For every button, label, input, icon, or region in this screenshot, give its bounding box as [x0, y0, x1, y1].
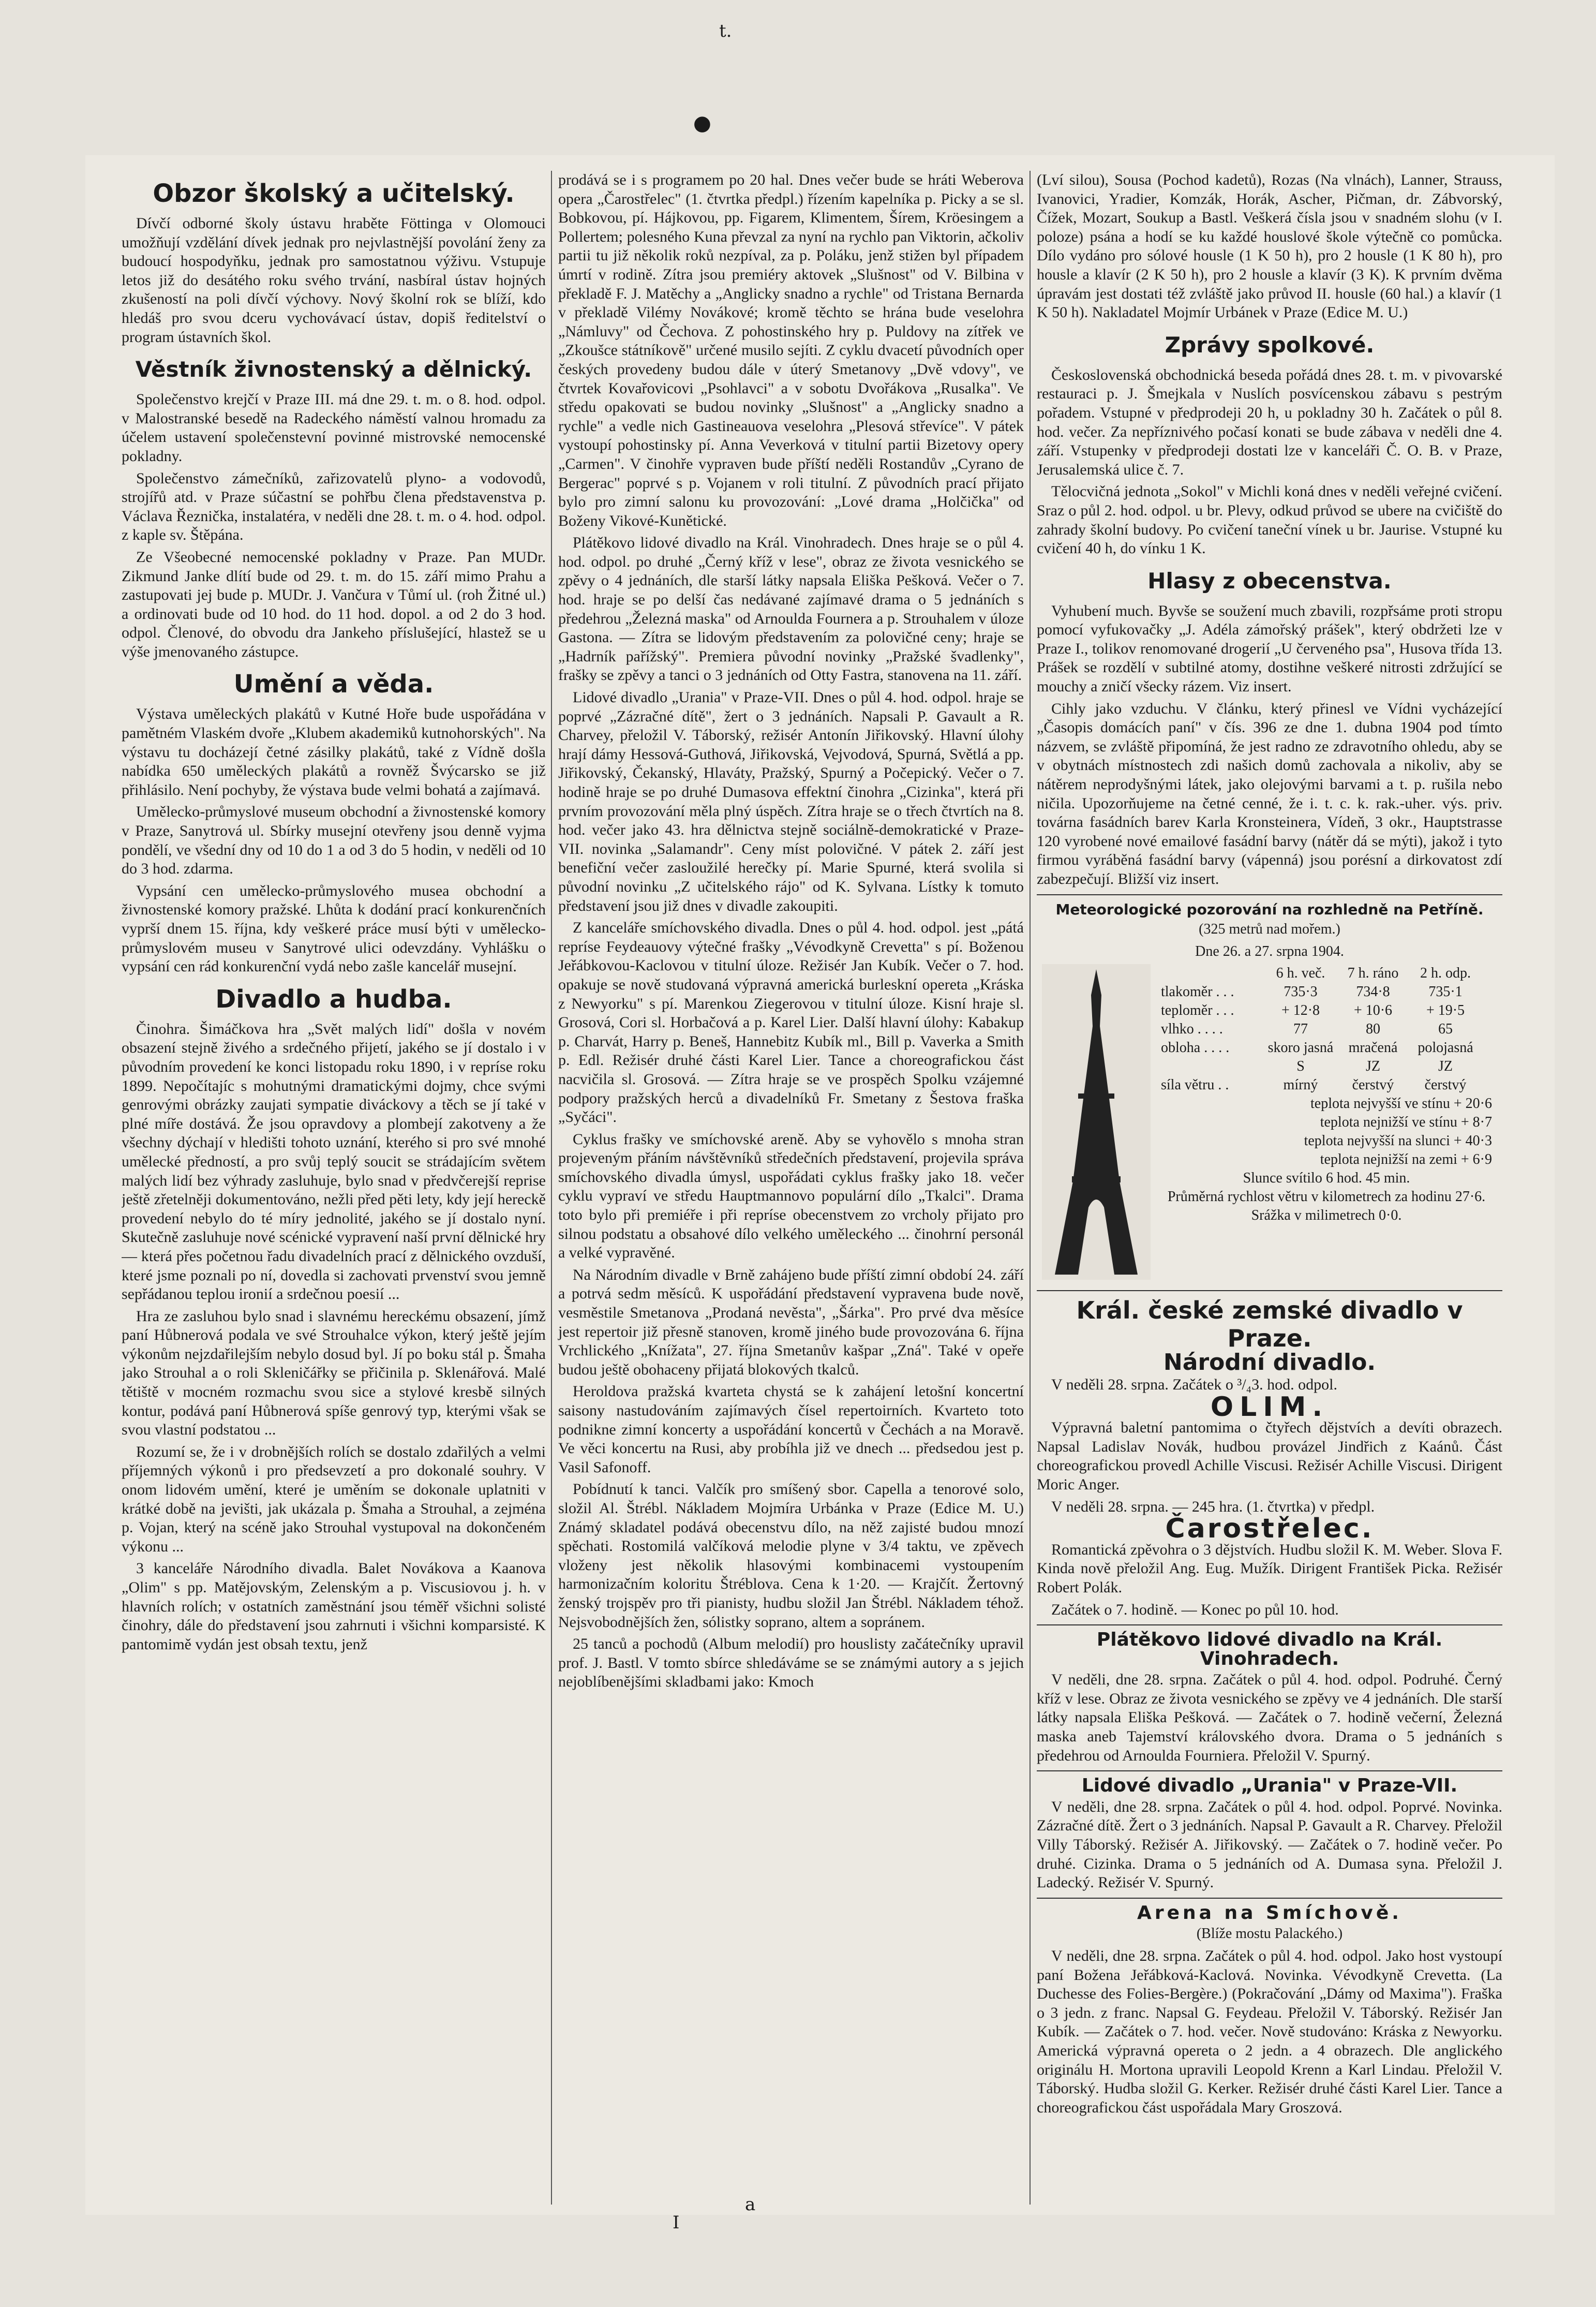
meteo-value: 735·3 — [1284, 984, 1318, 1000]
meteo-value: skoro jasná — [1267, 1040, 1334, 1056]
theatre-ad: V neděli, dne 28. srpna. Začátek o půl 4. hod. odpol. Jako host vystoupí paní Božena Jeřábková-Kaclová. Novinka. Vévodkyně Crevetta. (La Duchesse des Folies-Bergère.) (Pokračování „Dámy od Maxima"). Fraška o 3 jedn. z franc. Napsal G. Feydeau. Přeložil V. Táborský. Režisér Jan Kubík. — Začátek o 7. hod. večer. Nově studováno: Kráska z Newyorku. Americká výpravná opereta o 2 jedn. a 4 obrazech. Dle anglického originálu H. Mortona upravili Leopold Krenn a Karl Lindau. Přeložil V. Táborský. Hudba složil G. Kerker. Režisér druhé části Karel Lier. Tance a choreografickou část uspořádala Mary Groszová. — [1037, 1947, 1502, 2116]
program-desc: Romantická zpěvohra o 3 dějstvích. Hudbu složil K. M. Weber. Slova F. Kinda nově přeložil Ang. Eug. Mužík. Dirigent František Picka. Režisér Robert Polák. — [1037, 1541, 1502, 1596]
meteo-value: mračená — [1348, 1040, 1398, 1056]
meteo-value: 65 — [1438, 1021, 1453, 1038]
meteo-value: 734·8 — [1356, 984, 1390, 1000]
article: Cihly jako vzduchu. V článku, který přinesl ve Vídni vycházející „Časopis domácích paní" v čís. 396 ze dne 1. dubna 1904 pod tímto názvem, se zvláště připomíná, že jest radno ze zdravotního ohledu, aby se v obytnách místnostech zdi našich domů zachovala a nikoliv, aby se nátěrem neprodyšnými látek, jako olejovými barvami a t. p. rušila nebo ničila. Upozorňujeme na četné cenné, že i. t. c. k. rak.-uher. výs. priv. továrna fasádních barev Karla Kronsteinera, Vídeň, 3 okr., Hauptstrasse 120 vyrobené nové emailové fasádní barvy (nátěr dá se mýti), jakož i tyto firmou vyráběná fasádní barvy (vápenná) jsou porésní a dirkovatost zdí zabezpečují. Bližší viz insert. — [1037, 700, 1502, 888]
meteo-subtitle: (325 metrů nad mořem.) — [1199, 921, 1340, 938]
column-3 — [1030, 171, 1502, 2205]
meteo-table — [1161, 964, 1492, 1225]
article: Z kanceláře smíchovského divadla. Dnes o půl 4. hod. odpol. jest „pátá repríse Feydeauovy výtečné frašky „Vévodkyně Crevetta" s pí. Boženou Jeřábkovou-Kaclovou v titulní úloze. Režisér Jan Kubík. Večer o 7. hod. opakuje se nově studovaná výpravná americká burleskní opereta „Kráska z Newyorku" s pí. Marenkou Ziegerovou v titulní úloze. Kisní hraje sl. Grosová, Cori sl. Horbačová a p. Karel Lier. Další hlavní úlohy: Kabakup p. Charvát, Harry p. Beneš, Hannebitz Kubík ml., Bill p. Vaverka a Smith p. Edl. Režisér druhé části Karel Lier. Tance a choreografickou část nacvičila sl. Grosová. — Zítra hraje se ve prospěch Spolku vzájemné podpory pražských herců a divadelníků Fr. Smetany z Šestova fraška „Syčáci". — [558, 919, 1024, 1126]
section-heading-school: Obzor školský a učitelský. — [153, 179, 515, 208]
theatre-ad: V neděli, dne 28. srpna. Začátek o půl 4. hod. odpol. Podruhé. Černý kříž v lese. Obraz ze života vesnického se zpěvy ve 4 jednáních. Dle starší látky napsala Eliška Pešková. — Začátek o 7. hodině večerní, Železná maska aneb Tajemství královského dvora. Drama o 5 jednáních s předehrou od Arnoulda Fourniera. Přeložil V. Spurný. — [1037, 1671, 1502, 1764]
meteo-col-header: 7 h. ráno — [1347, 965, 1399, 982]
meteo-row — [1161, 1039, 1492, 1057]
article: Heroldova pražská kvarteta chystá se k zahájení letošní koncertní saisony nastudováním zajímavých čísel repertoirních. Kvarteto toto podnikne zimní koncerty a uspořádání koncertů v Čechách a na Moravě. Ve věci koncertu na Rusi, aby probíhla již ve dnech ... předsedou jest p. Vasil Safonoff. — [558, 1383, 1024, 1476]
meteo-value: mírný — [1283, 1077, 1318, 1093]
article: Pobídnutí k tanci. Valčík pro smíšený sbor. Capella a tenorové solo, složil Al. Štrébl. Nákladem Mojmíra Urbánka v Praze (Edice M. U.) Známý skladatel podává obecenstvu dílo, na něž zajisté budou mnozí spěchati. Rostomilá valčíková melodie plyne v 3/4 taktu, ve zpěvech vloženy jest několik hlasovými kombinacemi vystoupením harmonizačním koloritu Štréblova. Cena k 1·20. — Krajčít. Žertovný ženský trojspěv pro tři pianisty, hudbu složil Jan Štrébl. Nákladem téhož. Nejsvobodnějších žen, sólistky soprano, altem a sopránem. — [558, 1481, 1024, 1631]
theatre-ad: V neděli, dne 28. srpna. Začátek o půl 4. hod. odpol. Poprvé. Novinka. Zázračné dítě. Žert o 3 jednáních. Napsal P. Gavault a R. Charvey. Přeložil Villy Táborský. Režisér A. Jiřikovský. — Začátek o 7. hodině večer. Po druhé. Cizinka. Drama o 5 jednáních od A. Dumasa syna. Přeložil J. Ladecký. Režisér V. Spurný. — [1037, 1798, 1502, 1891]
play-title-olim: OLIM. — [1210, 1391, 1329, 1423]
section-heading-theatre: Divadlo a hudba. — [215, 984, 452, 1014]
meteo-value: 77 — [1293, 1021, 1308, 1038]
top-left-mark: t. — [719, 21, 732, 41]
meteo-value: polojasná — [1418, 1040, 1473, 1056]
theatre-title: Král. české zemské divadlo v Praze. — [1076, 1296, 1463, 1353]
meteo-note: Slunce svítilo 6 hod. 45 min. — [1243, 1170, 1410, 1187]
article: Plátěkovo lidové divadlo na Král. Vinohradech. Dnes hraje se o půl 4. hod. odpol. po druhé „Černý kříž v lese", obraz ze života vesnického se zpěvy o 4 jednáních, dle starší látky napsala Eliška Pešková. Večer o 7. hod. hraje se po delší čas nedávané zajímavé drama o 5 jednáních s předehrou „Železná maska" od Arnoulda Fournera a p. Strouhalem v úloze Gastona. — Zítra se lidovým představením za polovičné ceny; hraje se „Hadrník pařížský". Premiera původní novinky „Pražské švadlenky", frašky se zpěvy a tanci o 3 jednáních od Otty Fastra, stanovena na 11. září. — [558, 534, 1024, 684]
meteo-value: S — [1296, 1058, 1305, 1075]
theatre-ad-heading: Plátěkovo lidové divadlo na Král. Vinohradech. — [1096, 1629, 1443, 1669]
meteo-value: JZ — [1438, 1058, 1453, 1075]
play-title-carostrelec: Čarostřelec. — [1165, 1513, 1374, 1545]
bottom-center-mark: a — [745, 2194, 756, 2215]
divider — [1037, 1624, 1502, 1625]
meteo-value: 735·1 — [1428, 984, 1463, 1000]
column-1 — [122, 171, 546, 2205]
theatre-subtitle: Národní divadlo. — [1163, 1349, 1376, 1376]
meteo-note: teplota nejvyšší ve stínu + 20·6 — [1310, 1096, 1492, 1112]
meteo-note: teplota nejnižší ve stínu + 8·7 — [1320, 1114, 1492, 1131]
meteo-label: vlhko . . . . — [1161, 1021, 1223, 1038]
meteo-note: teplota nejvyšší na slunci + 40·3 — [1304, 1133, 1492, 1149]
meteo-note: Srážka v milimetrech 0·0. — [1251, 1207, 1402, 1224]
bottom-left-mark: I — [673, 2212, 680, 2233]
article: Společenstvo krejčí v Praze III. má dne 29. t. m. o 8. hod. odpol. v Malostranské besedě na Radeckého náměstí valnou hromadu za účelem ustavení společenstevní povinné mistrovské nemocenské pokladny. — [122, 391, 546, 465]
article: Vypsání cen umělecko-průmyslového musea obchodní a živnostenské komory pražské. Lhůta k dodání prací konkurenčních vyprší dnem 15. října, kdy veškeré práce musí býti v umělecko-průmyslovém museu v Sanytrové ulici odevzdány. Vyhlášku o vypsání cen rád konkurenční vydá nebo zašle kancelář musejní. — [122, 882, 546, 975]
article: Umělecko-průmyslové museum obchodní a živnostenské komory v Praze, Sanytrová ul. Sbírky musejní otevřeny jsou denně vyjma pondělí, ve všední dny od 10 do 1 a od 3 do 5 hodin, v neděli od 10 do 3 hod. zdarma. — [122, 803, 546, 878]
meteo-row — [1161, 983, 1492, 1001]
meteo-row — [1161, 1001, 1492, 1020]
article: prodává se i s programem po 20 hal. Dnes večer bude se hráti Weberova opera „Čarostřelec" (1. čtvrtka předpl.) řízením kapelníka p. Picky a se sl. Bobkovou, pí. Hájkovou, pp. Figarem, Klimentem, Šírem, Kröesingem a Pollertem; polesného Kuna převzal za nyní na rychlo pan Viktorin, ačkoliv partii tu již několik roků nezpíval, za p. Poláku, jenž stižen byl případem úmrtí v rodině. Zítra jsou premiéry aktovek „Slušnost" od V. Bilbina v překladě F. J. Matěchy a „Anglicky snadno a rychle" od Tristana Bernarda v překladě Vilémy Novákové; kromě těchto se hrána bude veselohra „Námluvy" od Čechova. Z pohostinského hry p. Puldovy na zítřek ve „Zkoušce státníkově" určené musilo sejíti. Z cyklu dvacetí původních oper českých provedeny budou dále v úterý Smetanovy „Dvě vdovy", ve čtvrtek Kovařovicovi „Psohlavci" a v sobotu Dvořákova „Rusalka". Ve středu opakovati se budou novinky „Slušnost" a „Anglicky snadno a rychle" a vedle nich Gastineauova veselohra „Plesová střevíce". V pátek vystoupí pohostinsky pí. Anna Veverková v titulní partii Bizetovy opery „Carmen". V činohře vypraven bude příští neděli Rostandův „Cyrano de Bergerac" poprvé s p. Vojanem v roli titulní. Z původních prací přijato bylo pro zimní salonu ku provozování: „Lové drama „Holčička" od Boženy Vikové-Kunětické. — [558, 171, 1024, 529]
theatre-ad-heading: Lidové divadlo „Urania" v Praze-VII. — [1081, 1775, 1458, 1797]
meteo-label: tlakoměr . . . — [1161, 984, 1234, 1000]
theatre-ad-subheading: (Blíže mostu Palackého.) — [1196, 1926, 1343, 1942]
article: (Lví silou), Sousa (Pochod kadetů), Rozas (Na vlnách), Lanner, Strauss, Ivanovici, Yradier, Komzák, Horák, Ascher, Pičman, dr. Zábvorský, Čížek, Mozart, Soukup a Bastl. Veškerá čísla jsou v snadném slohu (v I. poloze) psána a hodí se ku každé houslové škole výtečně co pomůcka. Dílo vydáno pro sólové housle (1 K 50 h), pro 2 housle (1 K 80 h), pro housle a klavír (2 K 50 h), pro 2 housle a klavír (3 K). K prvním dvěma úpravám jest dostati též zvláště jako průvod II. housle (60 hal.) a klavír (1 K 50 h). Nakladatel Mojmír Urbánek v Praze (Edice M. U.) — [1037, 171, 1502, 321]
article: Činohra. Šimáčkova hra „Svět malých lidí" došla v novém obsazení stejně živého a srdečného přijetí, jakého se jí dostalo i v původním provedení ke konci listopadu roku 1890, i v repríse roku 1899. Nepočítajíc s mohutnými dramatickými dojmy, chce svými genrovými obrázky zaujati sympatie diváckovy a těch se jí také v plné míře dostává. Že jsou opravdovy a plombejí zakotveny a že všechny dýchají v hledišti tohoto uznání, kterého si pro své mnohé umělecké předností, a pro svůj teplý soucit se strádajícím světem malých lidí bez výhrady zasluhuje, bylo snad v předvčerejší reprise ještě zřetelněji dokumentováno, nežli před pěti lety, kdy její hereckě provedení nebylo do té míry jednolité, jakého se jí dostalo nyní. Skutečně zasluhuje nové scénické vypravení naší první dělnické hry — která přes početnou řadu divadelních prací z dělnického ovzduší, které jsme poznali po ní, dovedla si zachovati prvenství svou jemně sepřádanou teplou ironií a srdečnou poesií ... — [122, 1020, 546, 1303]
meteo-col-header: 6 h. več. — [1276, 965, 1325, 982]
meteo-row — [1161, 1076, 1492, 1095]
article: Tělocvičná jednota „Sokol" v Michli koná dnes v neděli veřejné cvičení. Sraz o půl 2. hod. odpol. u br. Plevy, odkud průvod se ubere na cvičiště do zahrady školní budovy. Po cvičení taneční vínek u br. Jaurise. Vstupné ku cvičení 40 h, do vínku 1 K. — [1037, 483, 1502, 557]
article: Dívčí odborné školy ústavu hraběte Föttinga v Olomouci umožňují vzdělání dívek jednak pro nejvlastnější povolání ženy za budoucí hospodyňku, jednak pro samostatnou výživu. Vstupuje letos již do desátého roku svého trvání, nasbíral ústav hojných zkušeností na poli dívčí výchovy. Nový školní rok se blíží, kdo hledáš pro svou dceru vychovávací ústav, dopiš ředitelství o program ústavních škol. — [122, 215, 546, 346]
program-desc: Výpravná baletní pantomima o čtyřech dějstvích a devíti obrazech. Napsal Ladislav Novák, hudbou provázel Jindřich z Kaánů. Část choreografickou provedl Achille Viscusi. Režisér Achille Viscusi. Dirigent Moric Anger. — [1037, 1419, 1502, 1493]
article: Na Národním divadle v Brně zahájeno bude příští zimní období 24. září a potrvá sedm měsíců. K uspořádání představení vypravena bude nově, vesměstile Smetanova „Prodaná nevěsta", „Šárka". Pro prvé dva měsíce jest repertoir již přesně stanoven, kromě jiného bude provozována 6. října Vrchlického „Knížata", 27. října Smetanův kašpar „Zná". Také v opeře budou ještě obohaceny přijatá blokových tkalců. — [558, 1266, 1024, 1378]
meteo-block — [1037, 964, 1502, 1285]
meteo-label: síla větru . . — [1161, 1077, 1229, 1093]
article: Rozumí se, že i v drobnějších rolích se dostalo zdařilých a velmi příjemných výkonů i pro předsevzetí a pro dokonalé souhry. V onom lidovém umění, které je uměním se dokonale uplatniti v krátké době na jevišti, jak ukázala p. Šmaha a Strouhal, a zejména p. Vojan, který na scéně jako Strouhal vystupoval na dokončeném výkonu ... — [122, 1443, 546, 1555]
theatre-ad-heading: Arena na Smíchově. — [1137, 1902, 1402, 1924]
article: Cyklus frašky ve smíchovské areně. Aby se vyhovělo s mnoha stran projeveným přáním návštěvníků středečních představení, projevila správa smíchovského divadla úmysl, uspořádati cyklus frašky jako 18. večer cyklu vypraví ve středu Hauptmannovo populární dílo „Tkalci". Drama toto bylo při premiéře i při repríse obecenstvem zo vrcholy přijato pro silnou podstatu a obsahové dílo velkého uměleckého ... činohrní personál a velké vypravěné. — [558, 1130, 1024, 1262]
section-heading-public-voices: Hlasy z obecenstva. — [1147, 568, 1392, 594]
top-center-mark: ● — [693, 111, 711, 135]
article: Ze Všeobecné nemocenské pokladny v Praze. Pan MUDr. Zikmund Janke dlítí bude od 29. t. m. do 15. září mimo Prahu a zastupovati jej bude p. MUDr. J. Vančura v Tůmí ul. (roh Žitné ul.) a ordinovati bude od 10 hod. do 11 hod. dopol. a od 2 do 3 hod. odpol. Členové, do obvodu dra Jankeho příslušející, hlastež se u výše jmenovaného zástupce. — [122, 548, 546, 660]
article: Československá obchodnická beseda pořádá dnes 28. t. m. v pivovarské restauraci p. J. Šmejkala v Nuslích posvícenskou zábavu s pestrým pořadem. Vstupné v předprodeji 20 h, u pokladny 30 h. Začátek o půl 8. hod. večer. Za nepříznivého počasí konati se bude zábava v neděli dne 4. září. Vstupenky v předprodeji dostati lze v kanceláři Č. O. B. v Praze, Jerusalemská ulice č. 7. — [1037, 366, 1502, 478]
article: Vyhubení much. Byvše se soužení much zbavili, rozpřsáme proti stropu pomocí vyfukovačky „J. Adéla zámořský prášek", který obdržeti lze v Praze I., tolikov renomované drogerií „U červeného psa", Husova třída 13. Prášek se rozdělí v subtilné atomy, dostihne veškeré nitrosti zdržující se mouchy a zničí všecky rázem. Viz insert. — [1037, 602, 1502, 696]
meteo-value: + 10·6 — [1353, 1002, 1393, 1019]
meteo-note: Průměrná rychlost větru v kilometrech za hodinu 27·6. — [1167, 1189, 1486, 1205]
article: 3 kanceláře Národního divadla. Balet Novákova a Kaanova „Olim" s pp. Matějovským, Zelenským a p. Viscusiovou j. h. v hlavních rolích; v ostatních zaměstnání jsou téměř všichni solisté činohry, dále do představení jsou zahrnuti i všichni komparsisté. K pantomimě vydán jest obsah textu, jenž — [122, 1560, 546, 1653]
article: Lidové divadlo „Urania" v Praze-VII. Dnes o půl 4. hod. odpol. hraje se poprvé „Zázračné dítě", žert o 3 jednáních. Napsali P. Gavault a R. Charvey, přeložil V. Táborský, režisér Antonín Jiřikovský. Hlavní úlohy hrají dámy Hessová-Guthová, Jiřikovská, Vejvodová, Spurná, Světlá a pp. Jiřikovský, Čekanský, Hlaváty, Pražský, Spurný a Počepický. Večer o 7. hodině hraje se po druhé Dumasova effektní činohra „Cizinka", která při prvním provozování měla plný úspěch. Zítra hraje se o třech čtvrtích na 8. hod. večer jako 43. hra dělnictva stejně sociálně-demokratické v Praze-VII. novinka „Salamandr". Ceny míst polovičné. V pátek 2. září jest benefiční večer zasloužilé herečky pí. Marie Spurné, která svolila si původní novinku „Z učitelského rájo" od K. Sylvana. Lístky k tomuto představení jsou již dnes v divadle zakoupiti. — [558, 689, 1024, 914]
meteo-header-row — [1161, 964, 1492, 983]
section-heading-societies: Zprávy spolkové. — [1165, 332, 1375, 358]
meteo-value: čerstvý — [1424, 1077, 1467, 1093]
divider — [1037, 1290, 1502, 1291]
meteo-value: JZ — [1366, 1058, 1380, 1075]
section-heading-trade: Věstník živnostenský a dělnický. — [135, 357, 532, 382]
program-date: V neděli 28. srpna. Začátek o ³/₄3. hod. odpol. — [1051, 1376, 1337, 1393]
meteo-label: obloha . . . . — [1161, 1040, 1230, 1056]
meteo-row — [1161, 1020, 1492, 1039]
meteo-label: teploměr . . . — [1161, 1002, 1234, 1019]
meteo-value: čerstvý — [1352, 1077, 1394, 1093]
program-time: Začátek o 7. hodině. — Konec po půl 10. hod. — [1051, 1601, 1339, 1618]
meteo-value: + 19·5 — [1426, 1002, 1465, 1019]
article: Výstava uměleckých plakátů v Kutné Hoře bude uspořádána v pamětném Vlaském dvoře „Klubem akademiků kutnohorských". Na výstavu tu docházejí četné zásilky plakátů, také z Vídně došla nabídka 650 uměleckých plakátů a rovněž Švýcarsko se již přihlásilo. Není pochyby, že výstava bude velmi bohatá a zajímavá. — [122, 705, 546, 798]
section-heading-art: Umění a věda. — [233, 670, 434, 699]
article: Hra ze zasluhou bylo snad i slavnému hereckému obsazení, jímž paní Hůbnerová podala ve své Strouhalce výkon, který ještě jejím výkonům nejzdařilejším nebylo dosud byl. Jí po boku stál p. Šmaha jako Strouhal a o roli Skleničářky se přičinila p. Sklenářová. Malé tětiště v mocném rozmachu svou sice a stylové kresbě silných kontur, podává paní Hůbnerová spíše genrový typ, kterými však se svou vlastní podstatou ... — [122, 1307, 546, 1439]
meteo-title: Meteorologické pozorování na rozhledně na Petříně. — [1055, 900, 1484, 918]
divider — [1037, 894, 1502, 895]
divider — [1037, 1770, 1502, 1771]
meteo-row — [1161, 1057, 1492, 1076]
meteo-value: + 12·8 — [1281, 1002, 1320, 1019]
article: 25 tanců a pochodů (Album melodií) pro houslisty začátečníky upravil prof. J. Bastl. V tomto sbírce shledáváme se se známými autory a s jejich nejoblíbenějšími skladbami jako: Kmoch — [558, 1635, 1024, 1691]
meteo-col-header: 2 h. odp. — [1420, 965, 1471, 982]
petrin-tower-illustration — [1042, 964, 1151, 1280]
meteo-label — [1161, 1057, 1264, 1076]
divider — [1037, 1898, 1502, 1899]
meteo-date: Dne 26. a 27. srpna 1904. — [1195, 943, 1344, 959]
program-date: V neděli 28. srpna. — 245 hra. (1. čtvrtka) v předpl. — [1051, 1498, 1375, 1515]
meteo-note: teplota nejnižší na zemi + 6·9 — [1320, 1151, 1492, 1168]
meteo-value: 80 — [1366, 1021, 1380, 1038]
column-2 — [551, 171, 1024, 2205]
article: Společenstvo zámečníků, zařizovatelů plyno- a vodovodů, strojířů atd. v Praze súčastní se pohřbu člena představenstva p. Václava Řeznička, instalatéra, v neděli dne 28. t. m. o 4. hod. odpol. z kaple sv. Štěpána. — [122, 469, 546, 544]
